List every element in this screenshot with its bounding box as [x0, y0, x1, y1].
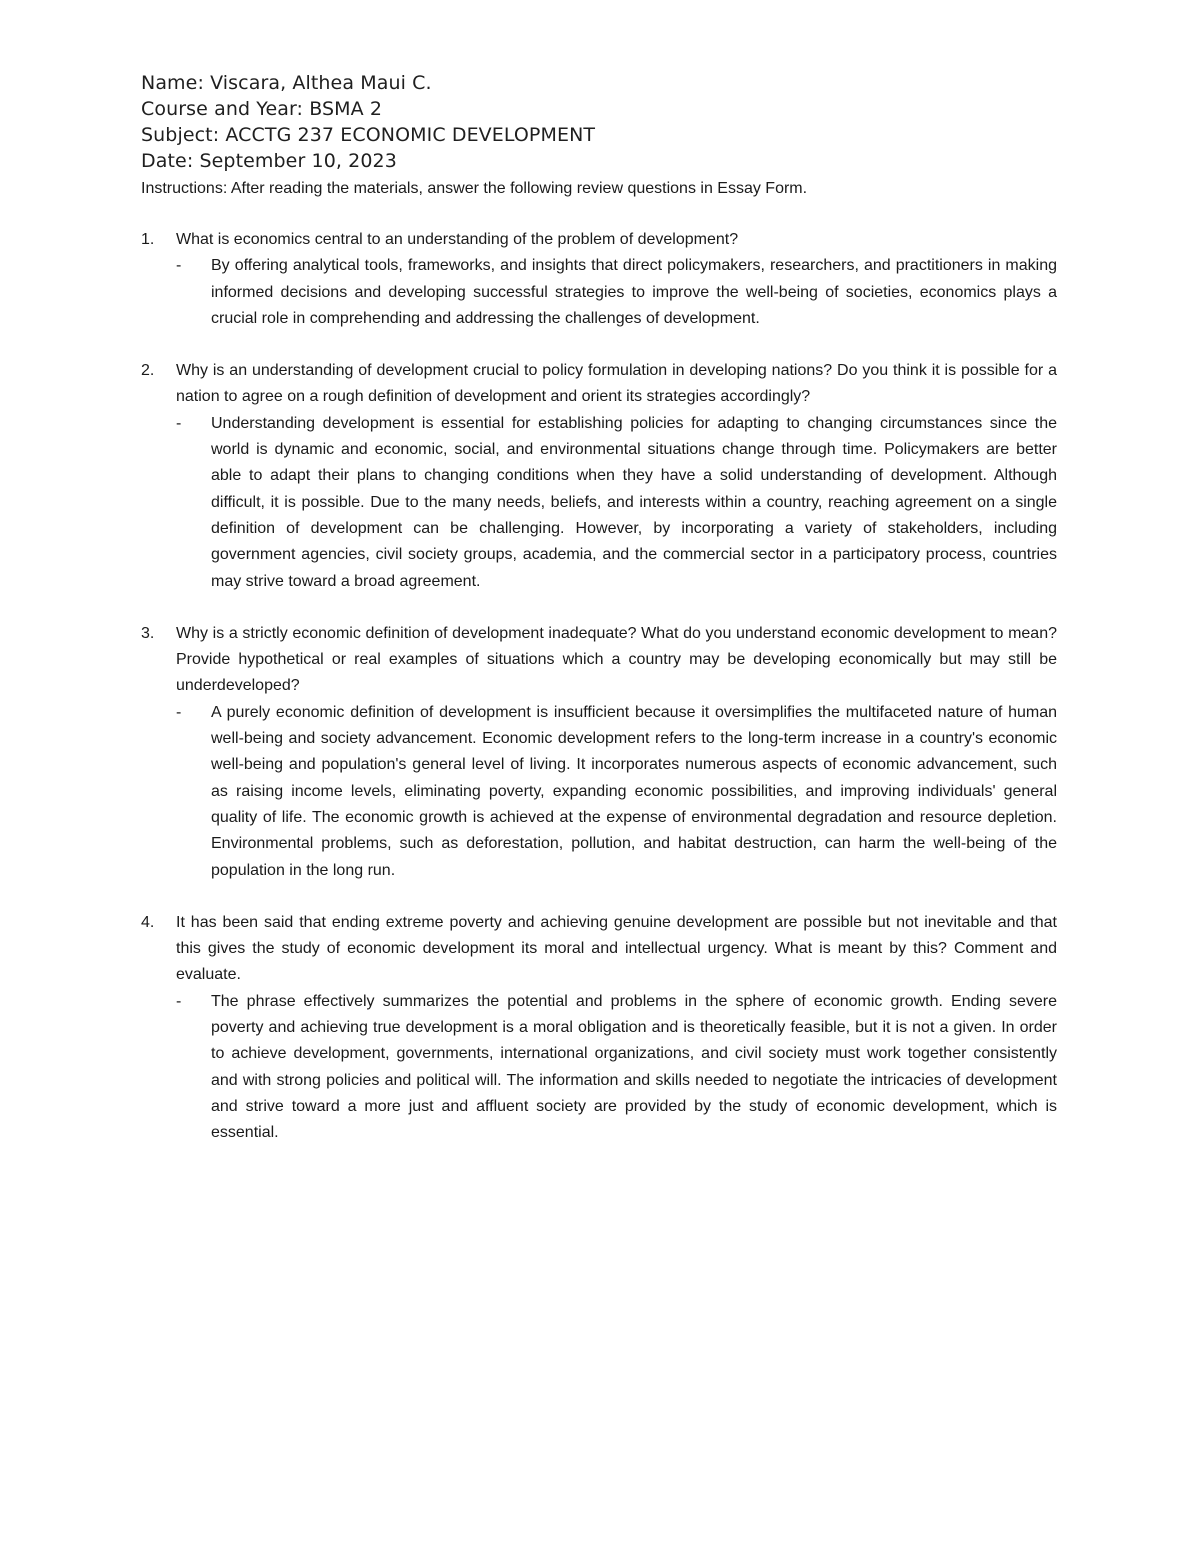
student-name: Name: Viscara, Althea Maui C. — [141, 72, 432, 94]
dash-bullet: - — [176, 992, 182, 1010]
document-header — [141, 70, 1061, 202]
question-number: 4. — [141, 913, 155, 931]
answer-text: The phrase effectively summarizes the potential and problems in the sphere of economic growth. Ending severe poverty and achieving true development is a moral obligation and is theoretically feasible, but it is not a given. In order to achieve development, governments, international organizations, and civil society must work together consistently and with strong policies and political will. The information and skills needed to negotiate the intricacies of development and strive toward a more just and affluent society are provided by the study of economic development, which is essential. — [211, 992, 1057, 1142]
question-number: 3. — [141, 624, 155, 642]
answer-item — [176, 253, 1057, 332]
question-item-3 — [141, 621, 1057, 884]
question-item-2 — [141, 358, 1057, 595]
question-item-4 — [141, 910, 1057, 1147]
answer-item — [176, 700, 1057, 884]
question-item-1 — [141, 227, 1057, 332]
answer-text: Understanding development is essential for establishing policies for adapting to changing circumstances since the world is dynamic and economic, social, and environmental situations change through time. Policymakers are better able to adapt their plans to changing conditions when they have a solid understanding of development. Although difficult, it is possible. Due to the many needs, beliefs, and interests within a country, reaching agreement on a single definition of development can be challenging. However, by incorporating a variety of stakeholders, including government agencies, civil society groups, academia, and the commercial sector in a participatory process, countries may strive toward a broad agreement. — [211, 414, 1057, 590]
answer-text: A purely economic definition of development is insufficient because it oversimplifies the multifaceted nature of human well-being and society advancement. Economic development refers to the long-term increase in a country's economic well-being and population's general level of living. It incorporates numerous aspects of economic advancement, such as raising income levels, eliminating poverty, expanding economic possibilities, and improving individuals' general quality of life. The economic growth is achieved at the expense of environmental degradation and resource depletion. Environmental problems, such as deforestation, pollution, and habitat destruction, can harm the well-being of the population in the long run. — [211, 703, 1057, 879]
dash-bullet: - — [176, 257, 182, 275]
subject: Subject: ACCTG 237 ECONOMIC DEVELOPMENT — [141, 124, 596, 146]
question-text: It has been said that ending extreme poverty and achieving genuine development are possible but not inevitable and that this gives the study of economic development its moral and intellectual urgency. What is meant by this? Comment and evaluate. — [176, 913, 1057, 984]
question-text: Why is a strictly economic definition of development inadequate? What do you understand economic development to mean? Provide hypothetical or real examples of situations which a country may be developing economically but may still be underdeveloped? — [176, 624, 1057, 695]
question-number: 1. — [141, 231, 155, 248]
course-and-year: Course and Year: BSMA 2 — [141, 98, 383, 120]
question-list — [141, 227, 1057, 1173]
date: Date: September 10, 2023 — [141, 150, 397, 172]
answer-text: By offering analytical tools, frameworks, and insights that direct policymakers, researchers, and practitioners in making informed decisions and developing successful strategies to improve the well-being of societies, economics plays a crucial role in comprehending and addressing the challenges of development. — [211, 257, 1057, 327]
dash-bullet: - — [176, 414, 182, 432]
answer-item — [176, 989, 1057, 1147]
question-text: What is economics central to an understanding of the problem of development? — [176, 231, 739, 248]
question-number: 2. — [141, 362, 155, 380]
dash-bullet: - — [176, 703, 182, 721]
question-text: Why is an understanding of development crucial to policy formulation in developing nations? Do you think it is possible for a nation to agree on a rough definition of development and orient its strategies accordingly? — [176, 362, 1057, 406]
instructions: Instructions: After reading the materials, answer the following review questions in Essay Form. — [141, 180, 808, 197]
answer-item — [176, 411, 1057, 595]
